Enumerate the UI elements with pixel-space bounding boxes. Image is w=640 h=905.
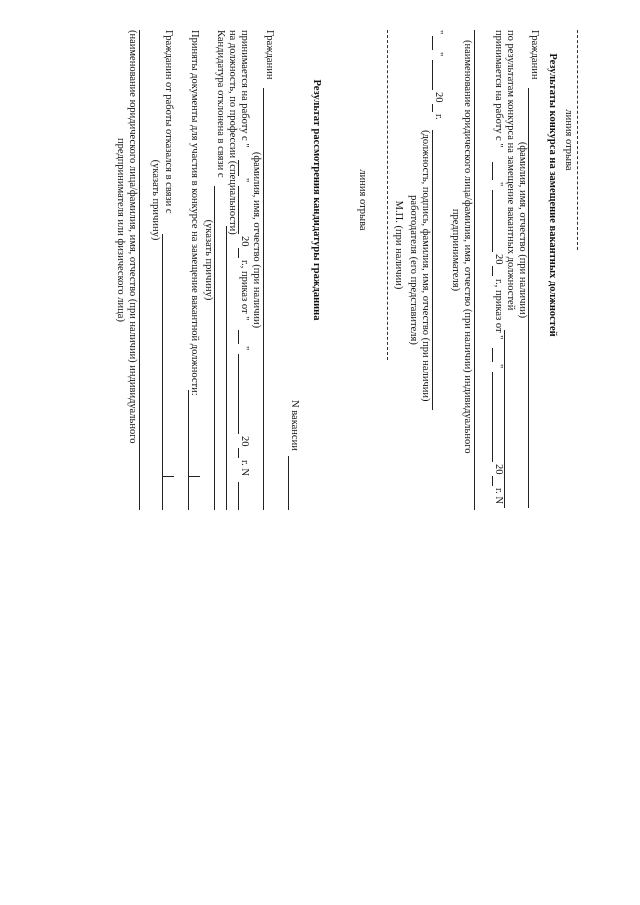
- part1-order-day-field[interactable]: [492, 348, 493, 362]
- part1-title: Результаты конкурса на замещение вакантных должностей: [547, 53, 558, 337]
- part2-refused-marker: [162, 476, 174, 477]
- part2-refused-label: Гражданин от работы отказался в связи с: [163, 30, 174, 214]
- cut-line-top: [577, 30, 578, 250]
- part2-order-day-field[interactable]: [238, 330, 239, 344]
- part1-order-label: г., приказ от ": [493, 279, 504, 340]
- part1-org-field[interactable]: [474, 30, 475, 510]
- part1-stamp: М.П. (при наличии): [393, 200, 404, 290]
- part1-org-caption-1: (наименование юридического лица/фамилия, имя, отчество (при наличии) индивидуального: [462, 40, 473, 454]
- part2-order-year-prefix: 20: [239, 436, 250, 447]
- part2-order-number-field[interactable]: [238, 482, 239, 510]
- part1-order-year-prefix: 20: [493, 464, 504, 475]
- part2-hired-year-prefix: 20: [239, 236, 250, 247]
- part1-signature-field[interactable]: [432, 130, 433, 410]
- part2-docs-marker: [188, 476, 200, 477]
- part2-hired-quote: ": [239, 178, 250, 183]
- part1-sign-caption-2: работодателя (его представителя): [408, 195, 419, 345]
- part1-sign-month-field[interactable]: [432, 60, 433, 90]
- part1-order-number-label: г. N: [493, 488, 504, 504]
- part1-line3-a: принимается на работу с ": [493, 30, 504, 148]
- part1-line2: по результатам конкурса на замещение вакантных должностей: [505, 30, 516, 311]
- part2-citizen-label: Гражданин: [264, 30, 275, 80]
- part1-date-quote-2: ": [433, 52, 444, 57]
- part2-org-caption-2: предпринимателя или физического лица): [115, 138, 126, 322]
- part2-reason-caption: (указать причину): [203, 219, 214, 301]
- part2-name-field[interactable]: [263, 88, 264, 510]
- part2-order-year-field[interactable]: [238, 448, 239, 458]
- part1-name-caption: (фамилия, имя, отчество (при наличии): [517, 141, 528, 319]
- part2-refused-field[interactable]: [162, 234, 163, 510]
- cut-line-mid: [387, 30, 388, 360]
- part1-sign-year-prefix: 20: [433, 92, 444, 103]
- part2-org-caption-1: (наименование юридического лица/фамилия, имя, отчество (при наличии) индивидуального: [127, 30, 138, 444]
- part2-reason-caption-2: (указать причину): [150, 159, 161, 241]
- part1-order-year-field[interactable]: [492, 476, 493, 486]
- part1-name-field[interactable]: [528, 88, 529, 508]
- part1-org-caption-2: предпринимателя): [450, 208, 461, 292]
- part1-day-field[interactable]: [492, 162, 493, 180]
- part2-docs-label: Приняты документы для участия в конкурсе на замещение вакантной должности:: [189, 30, 200, 396]
- part1-quote: ": [493, 182, 504, 187]
- part1-position-field[interactable]: [504, 330, 505, 508]
- part2-hired-day-field[interactable]: [238, 160, 239, 176]
- part1-sign-year-suffix: г.: [433, 114, 444, 120]
- part2-order-month-field[interactable]: [238, 354, 239, 434]
- part2-title: Результат рассмотрения кандидатуры гражданина: [311, 79, 322, 321]
- part2-vacancy-label: N вакансии: [289, 400, 300, 451]
- part1-sign-caption-1: (должность, подпись, фамилия, имя, отчество (при наличии): [420, 130, 431, 402]
- part2-order-quote: ": [239, 346, 250, 351]
- part2-vacancy-field[interactable]: [288, 456, 289, 510]
- part2-name-caption: (фамилия, имя, отчество (при наличии): [251, 151, 262, 329]
- part2-order-label: г., приказ от ": [239, 260, 250, 321]
- part1-order-month-field[interactable]: [492, 372, 493, 462]
- part2-rejected-label: Кандидатура отклонена в связи с: [215, 30, 226, 178]
- part2-rejected-field[interactable]: [214, 186, 215, 510]
- part2-order-number-label: г. N: [239, 460, 250, 476]
- part2-docs-field[interactable]: [188, 390, 189, 510]
- part2-hired-year-field[interactable]: [238, 248, 239, 258]
- part2-position-label: на должность, по профессии (специальности): [227, 30, 238, 235]
- cut-line-top-label: линия отрыва: [563, 109, 574, 171]
- part1-citizen-label: Гражданин: [529, 30, 540, 80]
- part2-position-field[interactable]: [226, 226, 227, 510]
- part1-year-prefix: 20: [493, 254, 504, 265]
- part2-org-field[interactable]: [139, 30, 140, 510]
- part1-quote-2: ": [493, 364, 504, 369]
- part1-sign-year-field[interactable]: [432, 104, 433, 112]
- part1-sign-day-field[interactable]: [432, 36, 433, 50]
- part1-month-field[interactable]: [492, 190, 493, 252]
- part2-hired-month-field[interactable]: [238, 186, 239, 234]
- part1-year-field[interactable]: [492, 266, 493, 276]
- part1-date-quote-1: ": [433, 30, 444, 35]
- cut-line-mid-label: линия отрыва: [357, 169, 368, 231]
- part2-hired-label: принимается на работу с ": [239, 30, 250, 148]
